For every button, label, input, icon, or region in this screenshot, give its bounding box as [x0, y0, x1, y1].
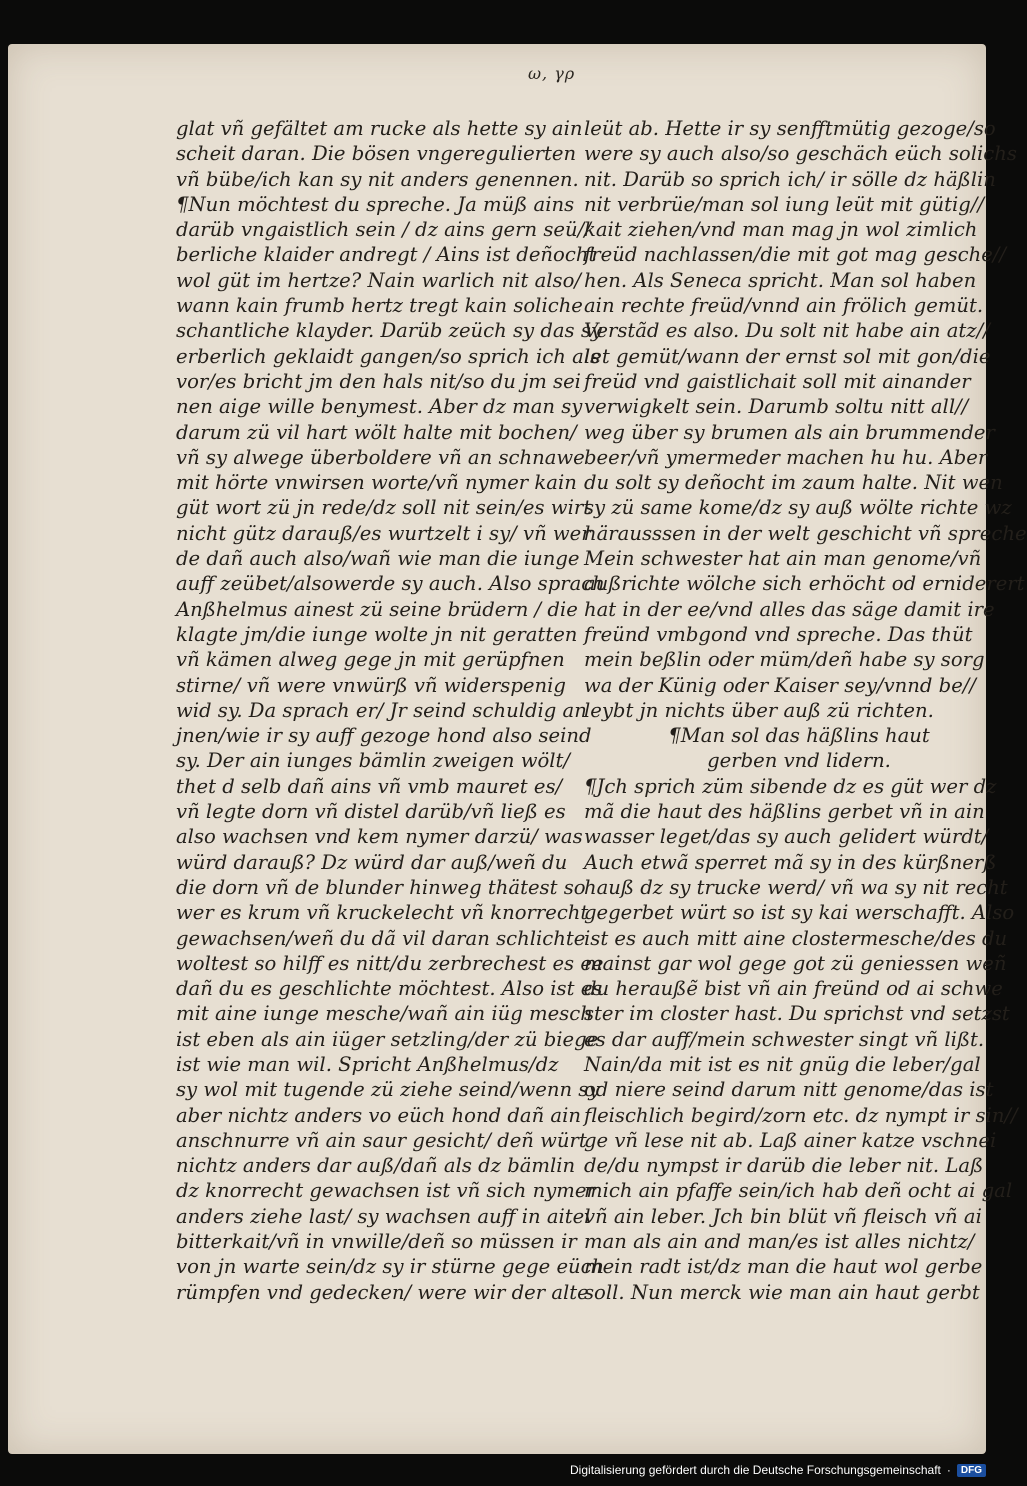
text-line: vñ ain leber. Jch bin blüt vñ fleisch vñ ai: [584, 1204, 982, 1228]
text-line: nit. Darüb so sprich ich/ ir sölle dz häßlin: [584, 167, 996, 191]
text-line: vñ legte dorn vñ distel darüb/vñ ließ es: [176, 800, 566, 824]
text-line: außrichte wölche sich erhöcht od erniderert: [584, 572, 1025, 596]
text-line: ster im closter hast. Du sprichst vnd setzst: [584, 1002, 1010, 1026]
text-line: od niere seind darum nitt genome/das ist: [584, 1078, 994, 1102]
text-line: rümpfen vnd gedecken/ were wir der alte: [176, 1280, 589, 1304]
text-line: fleischlich begird/zorn etc. dz nympt ir sin//: [584, 1103, 1018, 1127]
text-line: vñ kämen alweg gege jn mit gerüpfnen: [176, 648, 565, 672]
text-line: die dorn vñ de blunder hinweg thätest so: [176, 875, 586, 899]
left-text-column: [176, 116, 605, 1305]
text-line: ain rechte freüd/vnnd ain frölich gemüt.: [584, 294, 984, 318]
text-line: leybt jn nichts über auß zü richten.: [584, 698, 934, 722]
text-line: klagte jm/die iunge wolte jn nit geratten: [176, 622, 578, 646]
text-line: mein radt ist/dz man die haut wol gerbe: [584, 1255, 983, 1279]
text-line: ist eben als ain iüger setzling/der zü biege: [176, 1027, 599, 1051]
text-line: nit verbrüe/man sol iung leüt mit gütig//: [584, 192, 985, 216]
text-line: dañ du es geschlichte möchtest. Also ist es: [176, 977, 603, 1001]
text-line: mit aine iunge mesche/wañ ain iüg mesch: [176, 1002, 593, 1026]
text-line: also wachsen vnd kem nymer darzü/ was: [176, 825, 583, 849]
book-page: [8, 44, 1027, 1454]
text-line: auff zeübet/alsowerde sy auch. Also sprach: [176, 572, 605, 596]
text-line: ge vñ lese nit ab. Laß ainer katze vschnei: [584, 1128, 997, 1152]
text-line: leüt ab. Hette ir sy senfftmütig gezoge/so: [584, 117, 996, 140]
text-line: freüd nachlassen/die mit got mag gesche//: [584, 243, 1007, 267]
text-line: aber nichtz anders vo eüch hond dañ ain: [176, 1103, 581, 1127]
dfg-logo-icon: DFG: [957, 1464, 986, 1477]
text-line: thet d selb dañ ains vñ vmb mauret es/: [176, 774, 563, 798]
text-line: Auch etwã sperret mã sy in des kürßnerß: [584, 850, 997, 874]
text-line: vñ bübe/ich kan sy nit anders genennen.: [176, 167, 579, 191]
text-line: vor/es bricht jm den hals nit/so du jm sei: [176, 369, 581, 393]
text-line: ¶Jch sprich züm sibende dz es güt wer dz: [584, 774, 997, 798]
text-line: de/du nympst ir darüb die leber nit. Laß: [584, 1154, 984, 1178]
text-line: wa der Künig oder Kaiser sey/vnnd be//: [584, 673, 976, 697]
text-line: glat vñ gefältet am rucke als hette sy ain: [176, 117, 583, 140]
text-line: Nain/da mit ist es nit gnüg die leber/gal: [584, 1052, 981, 1076]
text-line: von jn warte sein/dz sy ir stürne gege eüch: [176, 1255, 605, 1279]
text-line: nichtz anders dar auß/dañ als dz bämlin: [176, 1154, 576, 1178]
text-line: gegerbet würt so ist sy kai werschafft. Also: [584, 901, 1015, 925]
text-line: kait ziehen/vnd man mag jn wol zimlich: [584, 218, 978, 242]
text-line: weg über sy brumen als ain brummender: [584, 420, 995, 444]
text-line: stirne/ vñ were vnwürß vñ widerspenig: [176, 673, 566, 697]
credit-text: Digitalisierung gefördert durch die Deutsche Forschungsgemeinschaft: [570, 1463, 941, 1477]
text-line: güt wort zü jn rede/dz soll nit sein/es wirt: [176, 496, 592, 520]
text-line: anders ziehe last/ sy wachsen auff in aitel: [176, 1204, 591, 1228]
text-line: wol güt im hertze? Nain warlich nit also/: [176, 268, 582, 292]
text-line: wid sy. Da sprach er/ Jr seind schuldig an: [176, 698, 587, 722]
right-text-column: [584, 116, 1027, 1305]
text-line: berliche klaider andregt / Ains ist deñocht: [176, 243, 597, 267]
text-line: nen aige wille benymest. Aber dz man sy: [176, 395, 583, 419]
text-line: de dañ auch also/wañ wie man die iunge: [176, 547, 580, 571]
text-line: mich ain pfaffe sein/ich hab deñ ocht ai gal: [584, 1179, 1013, 1203]
running-head: ω, γρ: [528, 64, 576, 83]
text-line: anschnurre vñ ain saur gesicht/ deñ würt: [176, 1128, 587, 1152]
text-line: were sy auch also/so geschäch eüch solichs: [584, 142, 1017, 166]
text-line: mainst gar wol gege got zü geniessen weñ: [584, 951, 1007, 975]
text-line: man als ain and man/es ist alles nichtz/: [584, 1230, 975, 1254]
text-line: schantliche klayder. Darüb zeüch sy das sy: [176, 319, 602, 343]
text-line: härausssen in der welt geschicht vñ spreche: [584, 521, 1027, 545]
text-line: freünd vmbgond vnd spreche. Das thüt: [584, 622, 973, 646]
text-line: Anßhelmus ainest zü seine brüdern / die: [176, 597, 578, 621]
text-line: sy. Der ain iunges bämlin zweigen wölt/: [176, 749, 571, 773]
text-line: woltest so hilff es nitt/du zerbrechest es ee: [176, 951, 604, 975]
digitization-credit: Digitalisierung gefördert durch die Deutsche Forschungsgemeinschaft · DFG: [570, 1460, 986, 1480]
text-line: jnen/wie ir sy auff gezoge hond also seind: [176, 724, 592, 748]
text-line: Verstãd es also. Du solt nit habe ain atz//: [584, 319, 990, 343]
text-line: wann kain frumb hertz tregt kain soliche: [176, 294, 583, 318]
text-line: vñ sy alwege überboldere vñ an schnawe: [176, 445, 585, 469]
text-line: sy wol mit tugende zü ziehe seind/wenn sy: [176, 1078, 600, 1102]
text-line: es dar auff/mein schwester singt vñ lißt.: [584, 1027, 985, 1051]
text-line: verwigkelt sein. Darumb soltu nitt all//: [584, 395, 969, 419]
text-line: du heraußẽ bist vñ ain freünd od ai schwe: [584, 977, 1003, 1001]
text-line: scheit daran. Die bösen vngeregulierten: [176, 142, 577, 166]
text-line: wasser leget/das sy auch gelidert würdt/: [584, 825, 989, 849]
text-line: würd darauß? Dz würd dar auß/weñ du: [176, 850, 568, 874]
text-line: soll. Nun merck wie man ain haut gerbt: [584, 1280, 980, 1304]
text-line: bitterkait/vñ in vnwille/deñ so müssen ir: [176, 1230, 577, 1254]
text-line: let gemüt/wann der ernst sol mit gon/die: [584, 344, 991, 368]
text-line: darüb vngaistlich sein / dz ains gern seü//: [176, 218, 591, 242]
text-line: beer/vñ ymermeder machen hu hu. Aber: [584, 445, 988, 469]
text-line: erberlich geklaidt gangen/so sprich ich als: [176, 344, 601, 368]
text-line: gewachsen/weñ du dã vil daran schlichte: [176, 926, 586, 950]
text-line: gerben vnd lidern.: [707, 749, 891, 773]
text-line: hauß dz sy trucke werd/ vñ wa sy nit recht: [584, 875, 1008, 899]
text-line: mã die haut des häßlins gerbet vñ in ain: [584, 800, 985, 824]
text-line: mein beßlin oder müm/deñ habe sy sorg: [584, 648, 985, 672]
text-line: hen. Als Seneca spricht. Man sol haben: [584, 268, 977, 292]
text-line: du solt sy deñocht im zaum halte. Nit wen: [584, 471, 1003, 495]
text-line: wer es krum vñ kruckelecht vñ knorrecht: [176, 901, 589, 925]
text-line: hat in der ee/vnd alles das säge damit ire: [584, 597, 995, 621]
text-line: mit hörte vnwirsen worte/vñ nymer kain: [176, 471, 577, 495]
text-line: ¶Nun möchtest du spreche. Ja müß ains: [176, 192, 575, 216]
text-line: dz knorrecht gewachsen ist vñ sich nymer: [176, 1179, 596, 1203]
text-line: Mein schwester hat ain man genome/vñ: [584, 547, 982, 571]
text-line: nicht gütz darauß/es wurtzelt i sy/ vñ wer: [176, 521, 591, 545]
text-line: ist es auch mitt aine clostermesche/des du: [584, 926, 1008, 950]
text-line: freüd vnd gaistlichait soll mit ainander: [584, 369, 971, 393]
text-line: darum zü vil hart wölt halte mit bochen/: [176, 420, 577, 444]
text-line: sy zü same kome/dz sy auß wölte richte wz: [584, 496, 1012, 520]
text-line: ist wie man wil. Spricht Anßhelmus/dz: [176, 1052, 559, 1076]
text-line: ¶Man sol das häßlins haut: [668, 724, 930, 748]
